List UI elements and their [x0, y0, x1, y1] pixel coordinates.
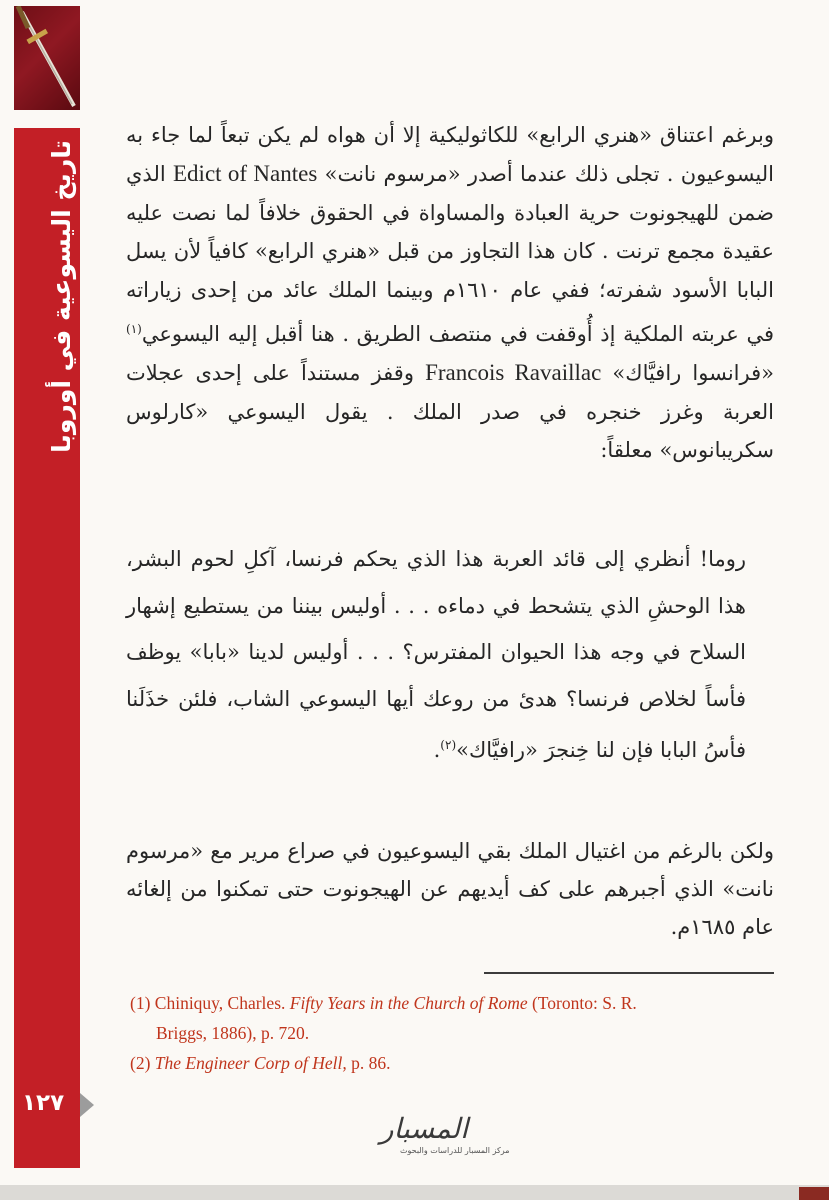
- quote-text: روما! أنظري إلى قائد العربة هذا الذي يحكم فرنسا، آكلِ لحوم البشر، هذا الوحشِ الذي يتشحط في دماءه . . . أوليس بيننا من يستطيع إشهار السلاح في وجه هذا الحيوان المفترس؟ . . . أوليس لدينا «بابا» يوظف فأساً لخلاص فرنسا؟ هدئ من روعك أيها اليسوعي الشاب، فلئن خذَلَنا فأسُ البابا فإن لنا خِنجرَ «رافيَّاك»: [126, 547, 746, 762]
- publisher-logo: المسبار: [380, 1112, 468, 1145]
- footnote-1-cont: Briggs, 1886), p. 720.: [156, 1023, 310, 1043]
- paragraph-2: ولكن بالرغم من اغتيال الملك بقي اليسوعيون في صراع مرير مع «مرسوم نانت» الذي أجبرهم على كف أيديهم عن الهيجونوت حتى تمكنوا من إلغائه عام ١٦٨٥م.: [126, 839, 774, 939]
- footnote-2-marker: (2): [130, 1053, 151, 1073]
- paragraph-1-part-f: وقفز مستنداً على إحدى عجلات العربة وغرز خنجره في صدر الملك . يقول اليسوعي «كارلوس سكريبانوس» معلقاً:: [126, 360, 774, 463]
- footnote-1-title: Fifty Years in the Church of Rome: [289, 993, 528, 1013]
- next-page-edge: [0, 1185, 829, 1200]
- footnote-1: [130, 988, 770, 1018]
- footnote-2-title: The Engineer Corp of Hell,: [154, 1053, 347, 1073]
- page-marker-arrow-icon: [80, 1093, 94, 1117]
- paragraph-1-part-c: الذي ضمن للهيجونوت حرية العبادة والمساواة في الحقوق خلافاً لما نصت عليه عقيدة مجمع ترنت . كان هذا التجاوز من قبل «هنري الرابع» كافياً لأن يسل البابا الأسود شفرته؛ ففي عام ١٦١٠م وبينما الملك عائد من إحدى زياراته في عربته الملكية إذ أُوقفت في منتصف الطريق . هنا أقبل إليه اليسوعي: [126, 161, 775, 346]
- paragraph-1: [126, 116, 774, 470]
- paragraph-1-part-d: «فرانسوا رافيَّاك»: [601, 360, 774, 385]
- footnote-2-rest: p. 86.: [351, 1053, 391, 1073]
- footnote-1-pub-line1: (Toronto: S. R.: [531, 993, 637, 1013]
- book-title: تاريخ اليسوعية في أوروبا: [47, 140, 76, 453]
- page-number: ١٢٧: [22, 1090, 65, 1116]
- footnote-divider: [484, 972, 774, 974]
- dagger-cover-image: [14, 6, 80, 110]
- footnote-1-author: Chiniquy, Charles.: [154, 993, 286, 1013]
- paragraph-1-part-a: وبرغم اعتناق «هنري الرابع» للكاثوليكية إلا أن هواه لم يكن تبعاً لما جاء به اليسوعيون . تجلى ذلك عندما أصدر «مرسوم نانت»: [126, 123, 774, 186]
- block-quote: [126, 536, 746, 774]
- footnote-2: [130, 1048, 770, 1078]
- edict-of-nantes-latin: Edict of Nantes: [173, 160, 318, 186]
- dagger-icon: [14, 6, 80, 110]
- ravaillac-latin: Francois Ravaillac: [425, 359, 602, 385]
- quote-end: .: [433, 738, 441, 762]
- footnote-ref-2: (٢): [440, 738, 457, 752]
- footnote-1-marker: (1): [130, 993, 151, 1013]
- footnote-ref-1: (١): [126, 321, 142, 336]
- publisher-logo-subtext: مركز المسبار للدراسات والبحوث: [400, 1146, 510, 1155]
- footnotes: [130, 988, 770, 1078]
- next-page-accent: [799, 1187, 829, 1200]
